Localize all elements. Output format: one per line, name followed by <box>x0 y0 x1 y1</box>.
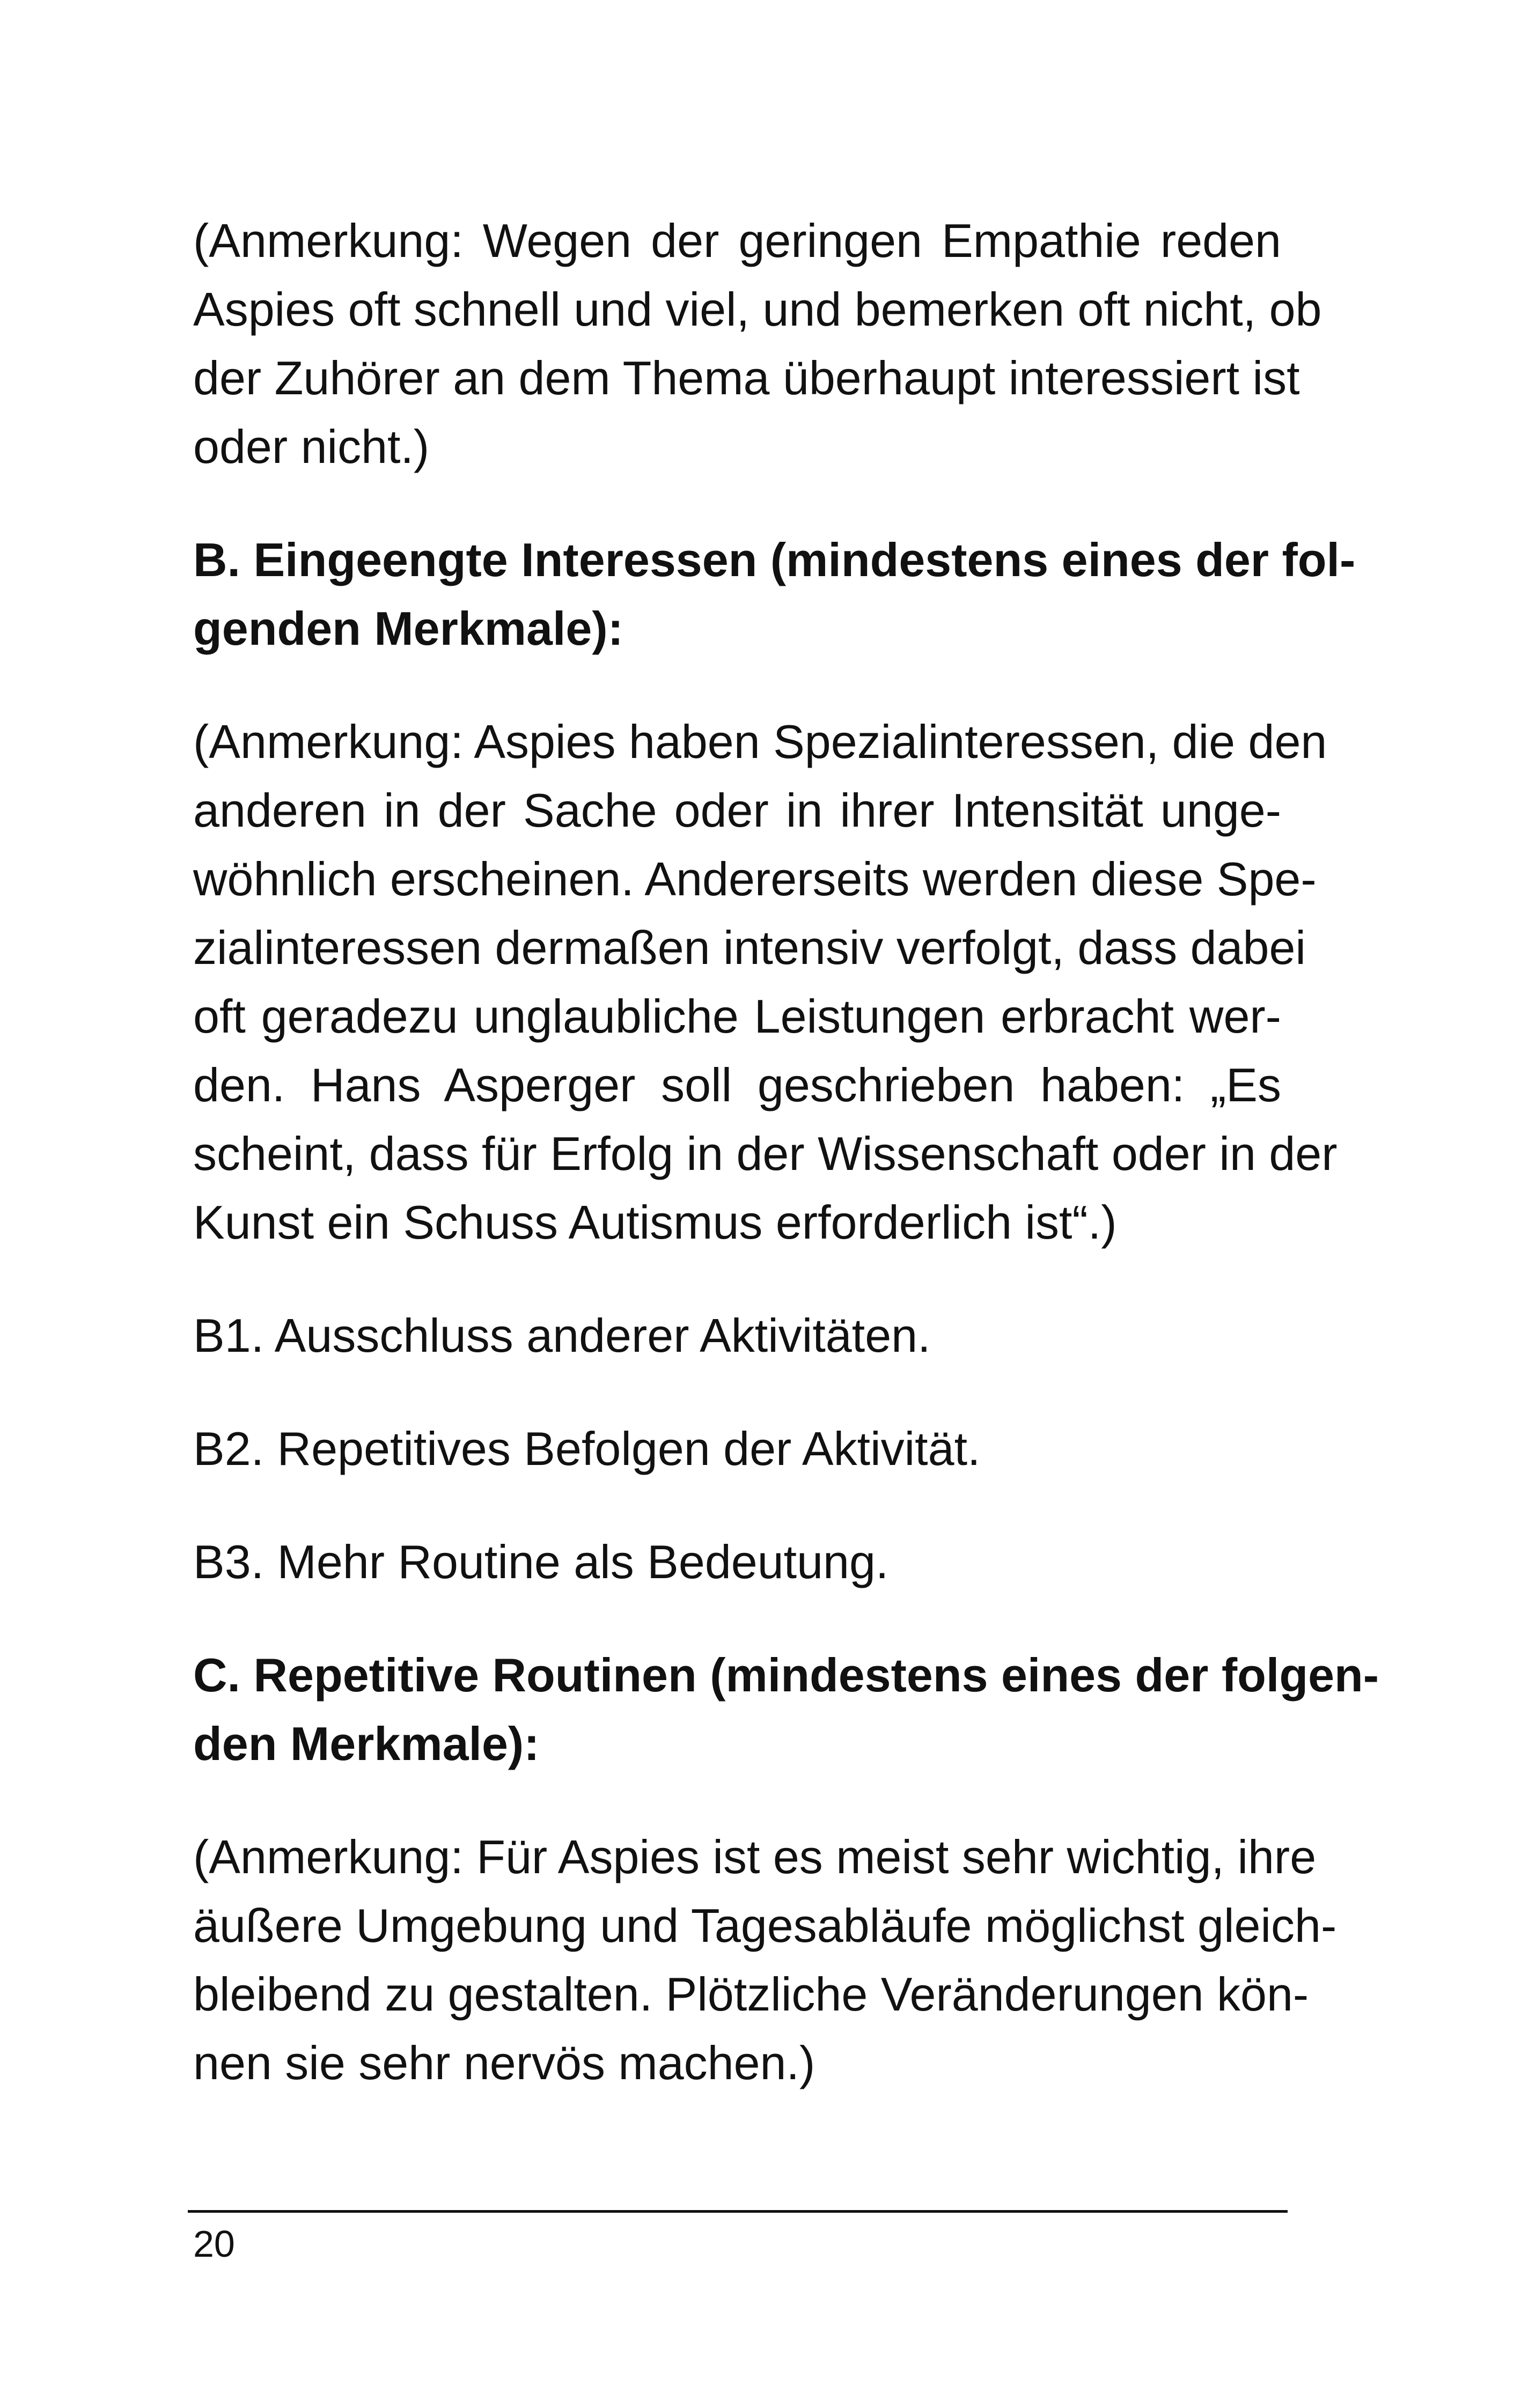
criterion-b3: B3. Mehr Routine als Bedeutung. <box>193 1535 889 1588</box>
text-line: (Anmerkung: Für Aspies ist es meist sehr wichtig, ihre <box>193 1830 1317 1883</box>
heading-line: den Merkmale): <box>193 1717 540 1770</box>
text-line: (Anmerkung: Aspies haben Spezialinteressen, die den <box>193 715 1327 768</box>
text-line: Aspies oft schnell und viel, und bemerken oft nicht, ob <box>193 283 1322 336</box>
text-line: (Anmerkung: Wegen der geringen Empathie reden <box>193 214 1281 267</box>
text-line: Kunst ein Schuss Autismus erforderlich ist“.) <box>193 1196 1117 1249</box>
text-line: nen sie sehr nervös machen.) <box>193 2036 815 2089</box>
criterion-b2: B2. Repetitives Befolgen der Aktivität. <box>193 1422 981 1475</box>
page-number: 20 <box>193 2223 235 2265</box>
section-heading-b <box>193 526 1356 663</box>
heading-line: C. Repetitive Routinen (mindestens eines der folgen- <box>193 1648 1379 1702</box>
text-line: wöhnlich erscheinen. Andererseits werden diese Spe- <box>193 852 1317 905</box>
section-heading-c <box>193 1641 1379 1778</box>
text-line: der Zuhörer an dem Thema überhaupt interessiert ist <box>193 351 1300 404</box>
text-line: den. Hans Asperger soll geschrieben haben: „Es <box>193 1058 1281 1111</box>
footer-rule <box>188 2210 1288 2213</box>
text-line: oder nicht.) <box>193 420 430 473</box>
text-line: bleibend zu gestalten. Plötzliche Veränderungen kön- <box>193 1968 1309 2021</box>
paragraph-routine-note <box>193 1823 1337 2097</box>
text-line: scheint, dass für Erfolg in der Wissenschaft oder in der <box>193 1127 1338 1180</box>
text-line: anderen in der Sache oder in ihrer Intensität unge- <box>193 784 1281 837</box>
page-body <box>193 207 1379 2097</box>
heading-line: genden Merkmale): <box>193 602 623 655</box>
paragraph-empathy-note <box>193 207 1322 481</box>
criterion-b1: B1. Ausschluss anderer Aktivitäten. <box>193 1309 931 1362</box>
heading-line: B. Eingeengte Interessen (mindestens eines der fol- <box>193 533 1356 586</box>
text-line: oft geradezu unglaubliche Leistungen erbracht wer- <box>193 990 1281 1043</box>
paragraph-special-interests-note <box>193 708 1338 1257</box>
text-line: zialinteressen dermaßen intensiv verfolgt, dass dabei <box>193 921 1306 974</box>
text-line: äußere Umgebung und Tagesabläufe möglichst gleich- <box>193 1899 1337 1952</box>
